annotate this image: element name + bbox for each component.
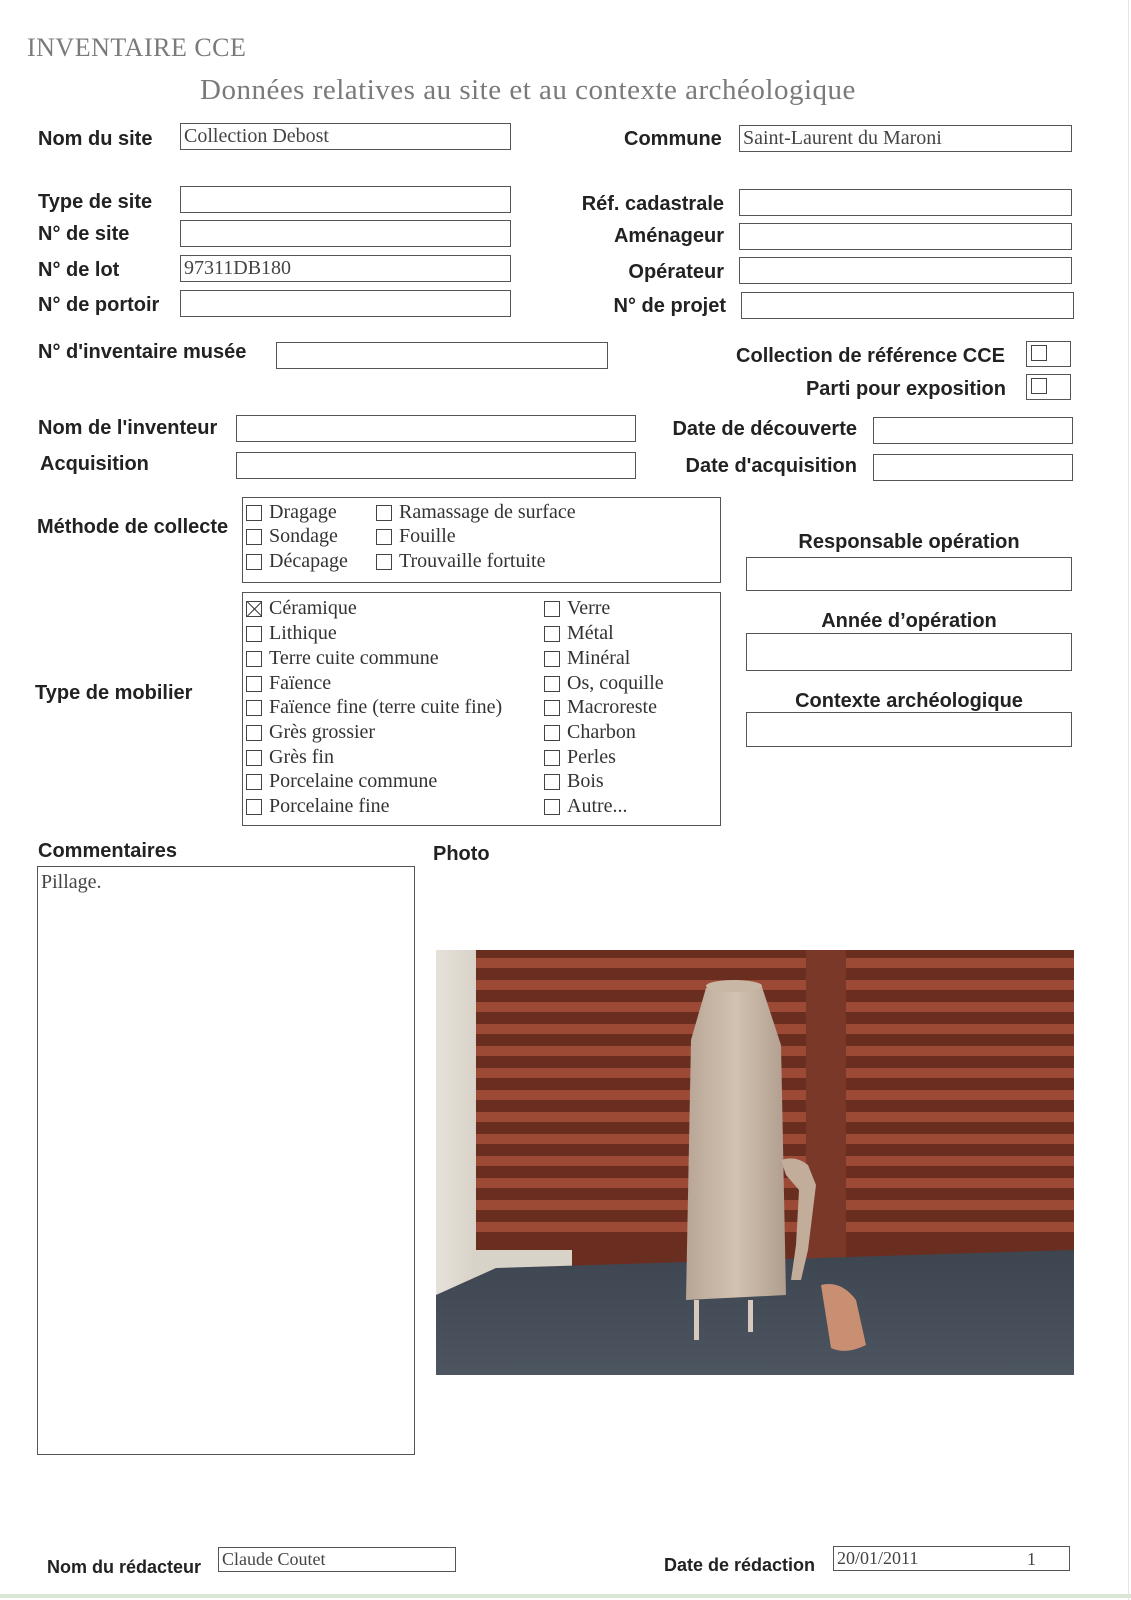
checkbox-icon <box>376 505 392 521</box>
page-number: 1 <box>1027 1549 1036 1569</box>
redacteur-label: Nom du rédacteur <box>47 1557 202 1577</box>
mobilier-option[interactable] <box>544 721 636 744</box>
amenageur-label: Aménageur <box>613 225 724 247</box>
option-label: Porcelaine fine <box>269 795 390 817</box>
option-label: Verre <box>567 597 611 619</box>
n-portoir-label: N° de portoir <box>38 294 160 316</box>
checkbox-checked-icon <box>246 601 262 617</box>
mobilier-option[interactable] <box>246 597 357 620</box>
scan-right-edge <box>1128 0 1129 1600</box>
mobilier-option[interactable] <box>246 672 331 695</box>
option-label: Charbon <box>567 721 636 743</box>
commentaires-textarea[interactable]: Pillage. <box>37 866 415 1455</box>
checkbox-icon <box>246 750 262 766</box>
acquisition-field[interactable] <box>236 452 636 479</box>
option-label: Fouille <box>399 525 456 547</box>
checkbox-icon <box>544 774 560 790</box>
option-label: Os, coquille <box>567 672 664 694</box>
methode-option[interactable] <box>376 501 576 524</box>
date-redaction-label: Date de rédaction <box>664 1555 816 1575</box>
n-lot-field[interactable]: 97311DB180 <box>180 255 511 282</box>
type-mobilier-group <box>242 592 721 826</box>
option-label: Grès fin <box>269 746 334 768</box>
photo-label: Photo <box>433 843 490 865</box>
mobilier-option[interactable] <box>246 647 439 670</box>
option-label: Faïence <box>269 672 332 694</box>
option-label: Porcelaine commune <box>269 770 438 792</box>
ref-cadastrale-label: Réf. cadastrale <box>581 193 724 215</box>
contexte-archeologique-label: Contexte archéologique <box>795 690 1023 712</box>
option-label: Grès grossier <box>269 721 376 743</box>
mobilier-option[interactable] <box>544 672 664 695</box>
mobilier-option[interactable] <box>246 795 390 818</box>
commentaires-label: Commentaires <box>38 840 177 862</box>
methode-option[interactable] <box>246 550 348 573</box>
collection-reference-label: Collection de référence CCE <box>736 345 1005 367</box>
amenageur-field[interactable] <box>739 223 1072 250</box>
scan-edge <box>0 1594 1131 1598</box>
date-acquisition-label: Date d'acquisition <box>685 455 857 477</box>
form-subtitle: Données relatives au site et au contexte archéologique <box>200 74 856 106</box>
type-de-site-field[interactable] <box>180 186 511 213</box>
mobilier-option[interactable] <box>544 746 616 769</box>
checkbox-square-icon <box>1031 345 1047 361</box>
mobilier-option[interactable] <box>246 622 337 645</box>
checkbox-icon <box>544 601 560 617</box>
commune-field[interactable]: Saint-Laurent du Maroni <box>739 125 1072 152</box>
checkbox-icon <box>544 725 560 741</box>
mobilier-option[interactable] <box>246 746 334 769</box>
checkbox-icon <box>376 554 392 570</box>
option-label: Décapage <box>269 550 348 572</box>
annee-operation-label: Année d’opération <box>821 610 997 632</box>
option-label: Terre cuite commune <box>269 647 439 669</box>
mobilier-option[interactable] <box>544 597 610 620</box>
nom-du-site-label: Nom du site <box>38 128 153 150</box>
mobilier-option[interactable] <box>544 770 604 793</box>
mobilier-option[interactable] <box>544 696 657 719</box>
date-acquisition-field[interactable] <box>873 454 1073 481</box>
option-label: Perles <box>567 746 616 768</box>
option-label: Sondage <box>269 525 338 547</box>
mobilier-option[interactable] <box>544 647 630 670</box>
n-site-label: N° de site <box>38 223 130 245</box>
nom-inventeur-field[interactable] <box>236 415 636 442</box>
checkbox-square-icon <box>1031 378 1047 394</box>
option-label: Trouvaille fortuite <box>399 550 546 572</box>
option-label: Autre... <box>567 795 628 817</box>
nom-du-site-field[interactable]: Collection Debost <box>180 123 511 150</box>
methode-collecte-group <box>242 497 721 583</box>
photo-image <box>436 950 1074 1375</box>
acquisition-label: Acquisition <box>40 453 149 475</box>
checkbox-icon <box>246 529 262 545</box>
option-label: Faïence fine (terre cuite fine) <box>269 696 503 718</box>
methode-option[interactable] <box>246 525 338 548</box>
checkbox-icon <box>544 651 560 667</box>
n-site-field[interactable] <box>180 220 511 247</box>
mobilier-option[interactable] <box>246 696 502 719</box>
checkbox-icon <box>246 651 262 667</box>
methode-collecte-label: Méthode de collecte <box>37 516 229 538</box>
checkbox-icon <box>544 799 560 815</box>
parti-exposition-checkbox[interactable] <box>1026 374 1071 400</box>
nom-inventeur-label: Nom de l'inventeur <box>38 417 218 439</box>
ceramic-artifact-photo-icon <box>436 950 1074 1375</box>
commune-label: Commune <box>624 128 722 150</box>
option-label: Lithique <box>269 622 337 644</box>
responsable-operation-field[interactable] <box>746 557 1072 591</box>
mobilier-option[interactable] <box>246 721 375 744</box>
option-label: Céramique <box>269 597 357 619</box>
annee-operation-field[interactable] <box>746 633 1072 671</box>
date-redaction-value: 20/01/2011 <box>837 1548 919 1568</box>
checkbox-icon <box>246 774 262 790</box>
type-de-site-label: Type de site <box>38 191 153 213</box>
n-projet-label: N° de projet <box>613 295 726 317</box>
checkbox-icon <box>246 725 262 741</box>
type-mobilier-label: Type de mobilier <box>35 682 193 704</box>
checkbox-icon <box>246 626 262 642</box>
checkbox-icon <box>246 505 262 521</box>
n-lot-label: N° de lot <box>38 259 120 281</box>
checkbox-icon <box>544 750 560 766</box>
option-label: Ramassage de surface <box>399 501 576 523</box>
form-title: INVENTAIRE CCE <box>27 33 247 62</box>
date-decouverte-label: Date de découverte <box>672 418 857 440</box>
collection-reference-checkbox[interactable] <box>1026 341 1071 367</box>
operateur-field[interactable] <box>739 257 1072 284</box>
methode-option[interactable] <box>376 525 456 548</box>
operateur-label: Opérateur <box>628 261 724 283</box>
redacteur-field[interactable]: Claude Coutet <box>218 1547 456 1572</box>
checkbox-icon <box>544 626 560 642</box>
date-redaction-field[interactable] <box>833 1546 1070 1571</box>
date-decouverte-field[interactable] <box>873 417 1073 444</box>
checkbox-icon <box>246 700 262 716</box>
methode-option[interactable] <box>246 501 337 524</box>
option-label: Dragage <box>269 501 337 523</box>
mobilier-option[interactable] <box>544 795 628 818</box>
mobilier-option[interactable] <box>544 622 614 645</box>
n-inventaire-musee-label: N° d'inventaire musée <box>38 341 247 363</box>
checkbox-icon <box>544 676 560 692</box>
n-portoir-field[interactable] <box>180 290 511 317</box>
methode-option[interactable] <box>376 550 545 573</box>
checkbox-icon <box>376 529 392 545</box>
option-label: Métal <box>567 622 614 644</box>
option-label: Bois <box>567 770 604 792</box>
parti-exposition-label: Parti pour exposition <box>805 378 1006 400</box>
checkbox-icon <box>246 554 262 570</box>
contexte-archeologique-field[interactable] <box>746 712 1072 747</box>
checkbox-icon <box>246 676 262 692</box>
checkbox-icon <box>544 700 560 716</box>
checkbox-icon <box>246 799 262 815</box>
n-inventaire-musee-field[interactable] <box>276 342 608 369</box>
ref-cadastrale-field[interactable] <box>739 189 1072 216</box>
option-label: Minéral <box>567 647 631 669</box>
responsable-operation-label: Responsable opération <box>798 531 1020 553</box>
option-label: Macroreste <box>567 696 657 718</box>
mobilier-option[interactable] <box>246 770 437 793</box>
n-projet-field[interactable] <box>741 292 1074 319</box>
